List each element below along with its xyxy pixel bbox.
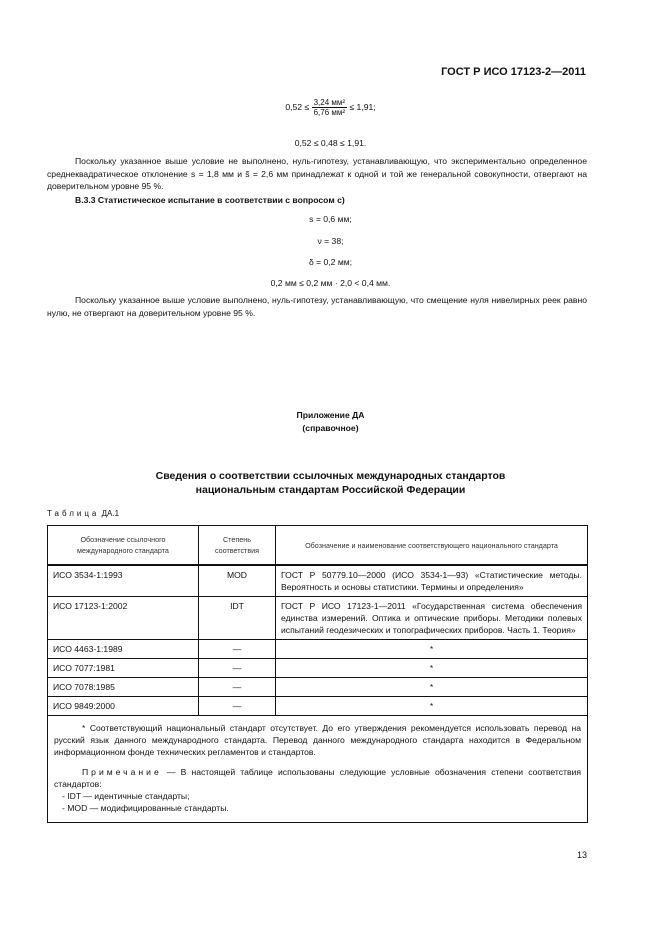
standards-table <box>47 525 588 823</box>
cell-national: ГОСТ Р 50779.10—2000 (ИСО 3534-1—93) «Статистические методы. Вероятность и основы статистики. Термины и определения» <box>276 565 588 597</box>
table-row <box>48 565 588 597</box>
table-row <box>48 597 588 640</box>
cell-degree: — <box>199 659 276 678</box>
formula-s: s = 0,6 мм; <box>309 214 352 224</box>
cell-degree: — <box>199 678 276 697</box>
cell-national: * <box>276 697 588 716</box>
header-national-standard: Обозначение и наименование соответствующего национального стандарта <box>276 526 588 566</box>
cell-international: ИСО 4463-1:1989 <box>48 640 199 659</box>
page-number: 13 <box>576 850 587 860</box>
table-header-row <box>48 526 588 566</box>
cell-international: ИСО 3534-1:1993 <box>48 565 199 597</box>
note-word: Примечание <box>82 767 162 777</box>
footnote: * Соответствующий национальный стандарт отсутствует. До его утверждения рекомендуется использовать перевод на русский язык данного международного стандарта. Перевод данного международного стандарта находится в Федеральном информационном фонде технических регламентов и стандартов. <box>54 723 581 757</box>
appendix-heading-line2: национальным стандартам Российской Федерации <box>195 484 466 496</box>
fraction <box>312 98 347 117</box>
document-id-header: ГОСТ Р ИСО 17123-2—2011 <box>441 66 586 78</box>
table-label-number: ДА.1 <box>101 509 120 518</box>
paragraph-1: Поскольку указанное выше условие не выполнено, нуль-гипотезу, устанавливающую, что экспериментально определенное среднеквадратическое отклонение s = 1,8 мм и s̃ = 2,6 мм принадлежат к одной и той же генеральной совокупности, отвергают на доверительном уровне 95 %. <box>47 156 587 191</box>
appendix-subtitle: (справочное) <box>302 423 359 433</box>
header-international-standard: Обозначение ссылочного международного стандарта <box>48 526 199 566</box>
formula-left: 0,52 ≤ <box>285 101 310 112</box>
table-row <box>48 697 588 716</box>
note-item-idt: - IDT — идентичные стандарты; <box>62 791 190 801</box>
cell-international: ИСО 7078:1985 <box>48 678 199 697</box>
section-heading: В.3.3 Статистическое испытание в соответствии с вопросом с) <box>75 195 345 205</box>
note-text: — В настоящей таблице использованы следующие условные обозначения степени соответствия стандартов: <box>54 767 581 789</box>
cell-degree: — <box>199 640 276 659</box>
formula-inequality: 0,2 мм ≤ 0,2 мм · 2,0 < 0,4 мм. <box>270 278 391 288</box>
table-notes <box>48 716 588 823</box>
cell-degree: — <box>199 697 276 716</box>
table-row <box>48 640 588 659</box>
table-footer-row <box>48 716 588 823</box>
denominator: 6,76 мм² <box>313 108 346 117</box>
formula-delta: δ = 0,2 мм; <box>308 257 353 267</box>
table-row <box>48 678 588 697</box>
table-row <box>48 659 588 678</box>
note <box>54 766 581 790</box>
appendix-title: Приложение ДА <box>296 410 365 420</box>
cell-national: * <box>276 659 588 678</box>
cell-international: ИСО 7077:1981 <box>48 659 199 678</box>
numerator: 3,24 мм² <box>313 98 346 107</box>
cell-national: * <box>276 640 588 659</box>
paragraph-2: Поскольку указанное выше условие выполнено, нуль-гипотезу, устанавливающую, что смещение нуля нивелирных реек равно нулю, не отвергают на доверительном уровне 95 %. <box>47 295 587 318</box>
table-label <box>47 509 119 518</box>
cell-degree: MOD <box>199 565 276 597</box>
formula-nu: ν = 38; <box>317 236 344 246</box>
formula-ratio <box>0 98 661 117</box>
table-label-word: Таблица <box>47 509 100 518</box>
appendix-heading-line1: Сведения о соответствии ссылочных международных стандартов <box>155 470 506 482</box>
cell-national: * <box>276 678 588 697</box>
formula-result: 0,52 ≤ 0,48 ≤ 1,91. <box>294 138 367 148</box>
cell-degree: IDT <box>199 597 276 640</box>
cell-national: ГОСТ Р ИСО 17123-1—2011 «Государственная система обеспечения единства измерений. Оптика и оптические приборы. Методики полевых испытаний геодезических и топографических приборов. Часть 1. Теория» <box>276 597 588 640</box>
cell-international: ИСО 17123-1:2002 <box>48 597 199 640</box>
cell-international: ИСО 9849:2000 <box>48 697 199 716</box>
header-degree: Степень соответствия <box>199 526 276 566</box>
formula-right: ≤ 1,91; <box>349 101 376 112</box>
note-item-mod: - MOD — модифицированные стандарты. <box>62 803 229 813</box>
